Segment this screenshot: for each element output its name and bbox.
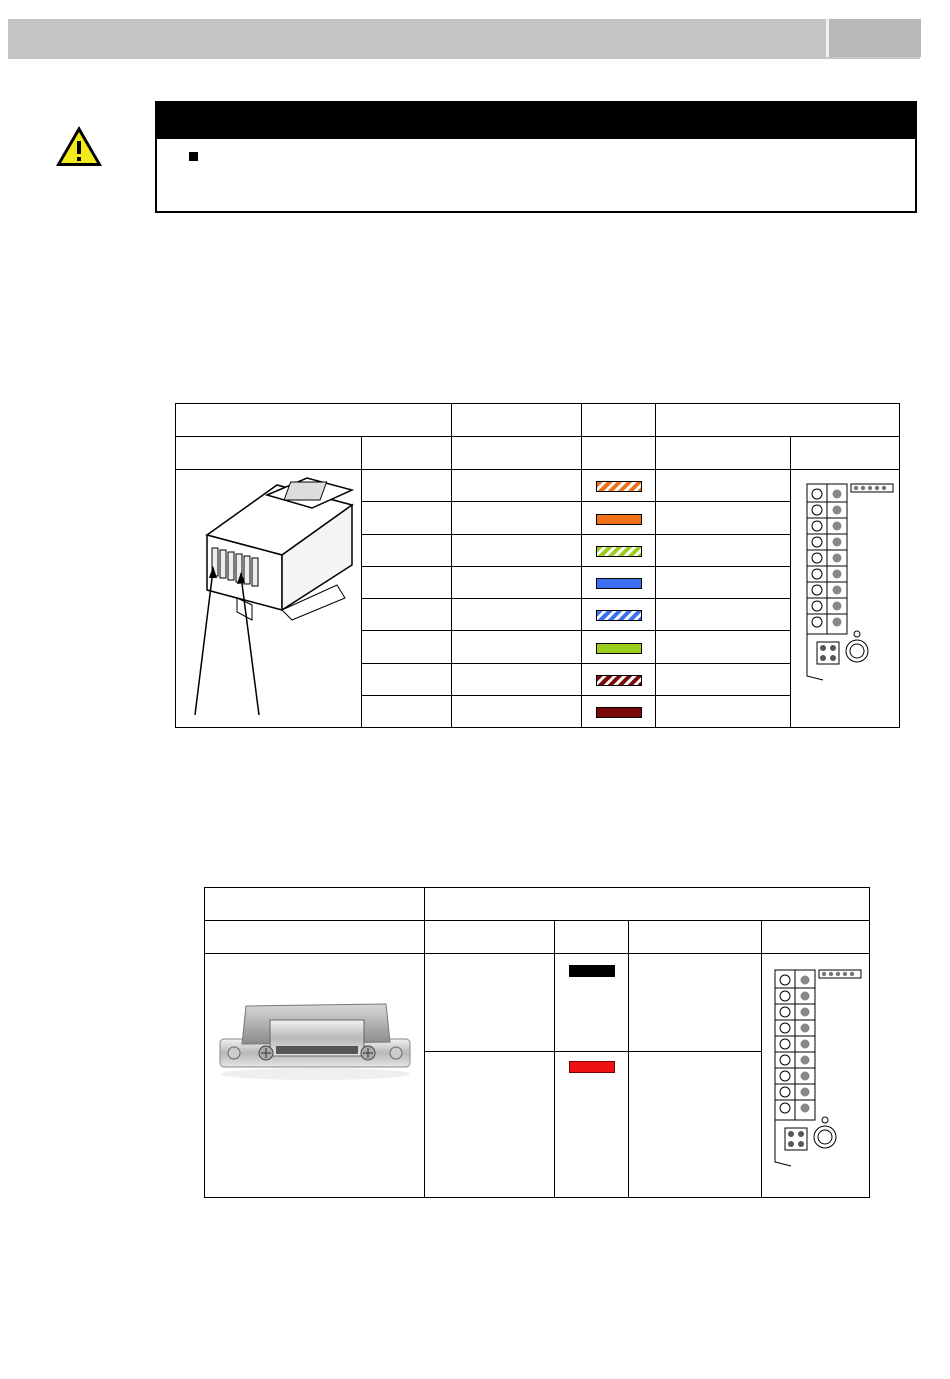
rj45-pin-cell	[362, 695, 452, 727]
terminal-block-image	[795, 470, 895, 710]
warning-triangle-icon	[54, 124, 104, 168]
rj45-pin-cell	[362, 534, 452, 566]
lock-terminal-cell	[629, 954, 762, 1052]
wire-swatch-brown	[596, 707, 642, 718]
rj45-sub-header	[582, 437, 656, 470]
lock-wire-color-cell	[555, 954, 629, 1052]
rj45-pin-cell	[362, 663, 452, 695]
rj45-sub-header	[362, 437, 452, 470]
rj45-sub-header	[656, 437, 791, 470]
rj45-wire-color-cell	[582, 599, 656, 631]
caution-box	[155, 101, 917, 213]
caution-header	[157, 103, 915, 139]
rj45-sub-header	[176, 437, 362, 470]
terminal-block-diagram	[791, 470, 900, 728]
lock-sub-header	[555, 921, 629, 954]
wire-swatch-striped-orange	[596, 481, 642, 492]
wire-swatch-green	[596, 643, 642, 654]
rj45-header-connector	[176, 404, 452, 437]
lock-terminal-cell	[629, 1051, 762, 1197]
rj45-connector-illustration	[176, 470, 362, 728]
header-bar	[8, 19, 920, 59]
lock-sub-header	[205, 921, 425, 954]
rj45-wire-color-cell	[582, 695, 656, 727]
wire-swatch-black	[569, 965, 615, 977]
rj45-pin-cell	[362, 502, 452, 534]
rj45-signal-cell	[452, 599, 582, 631]
rj45-terminal-cell	[656, 631, 791, 663]
rj45-sub-header	[452, 437, 582, 470]
wire-swatch-blue	[596, 578, 642, 589]
rj45-terminal-cell	[656, 470, 791, 502]
rj45-terminal-cell	[656, 566, 791, 598]
rj45-wire-color-cell	[582, 534, 656, 566]
bullet-square-icon	[189, 152, 198, 161]
electric-strike-image	[206, 954, 424, 1194]
lock-terminal-block-diagram	[762, 954, 870, 1198]
lock-sub-header	[629, 921, 762, 954]
wire-swatch-red	[569, 1061, 615, 1073]
door-lock-illustration	[205, 954, 425, 1198]
wire-swatch-striped-green	[596, 546, 642, 557]
rj45-sub-header	[791, 437, 900, 470]
lock-header-device	[205, 888, 425, 921]
rj45-pin-cell	[362, 631, 452, 663]
rj45-terminal-cell	[656, 599, 791, 631]
rj45-wire-color-cell	[582, 502, 656, 534]
lock-wire-color-cell	[555, 1051, 629, 1197]
wire-swatch-striped-blue	[596, 610, 642, 621]
rj45-terminal-cell	[656, 695, 791, 727]
rj45-plug-image	[177, 470, 361, 724]
rj45-signal-cell	[452, 470, 582, 502]
rj45-header-terminal	[656, 404, 900, 437]
page-number-tab	[826, 19, 921, 57]
rj45-signal-cell	[452, 534, 582, 566]
lock-signal-cell	[425, 1051, 555, 1197]
rj45-signal-cell	[452, 663, 582, 695]
rj45-header-color	[582, 404, 656, 437]
rj45-wire-color-cell	[582, 663, 656, 695]
rj45-terminal-cell	[656, 534, 791, 566]
lock-signal-cell	[425, 954, 555, 1052]
lock-terminal-block-image	[763, 954, 869, 1194]
rj45-terminal-cell	[656, 663, 791, 695]
lock-header-connection	[425, 888, 870, 921]
lock-sub-header	[762, 921, 870, 954]
rj45-pin-cell	[362, 599, 452, 631]
rj45-wire-color-cell	[582, 631, 656, 663]
rj45-signal-cell	[452, 502, 582, 534]
rj45-wiring-table	[175, 403, 900, 728]
wire-swatch-orange	[596, 514, 642, 525]
lock-sub-header	[425, 921, 555, 954]
rj45-pin-cell	[362, 470, 452, 502]
rj45-terminal-cell	[656, 502, 791, 534]
rj45-signal-cell	[452, 631, 582, 663]
rj45-header-signal	[452, 404, 582, 437]
rj45-signal-cell	[452, 695, 582, 727]
wire-swatch-striped-brown	[596, 675, 642, 686]
lock-wiring-table	[204, 887, 870, 1198]
rj45-signal-cell	[452, 566, 582, 598]
rj45-wire-color-cell	[582, 566, 656, 598]
rj45-wire-color-cell	[582, 470, 656, 502]
rj45-pin-cell	[362, 566, 452, 598]
